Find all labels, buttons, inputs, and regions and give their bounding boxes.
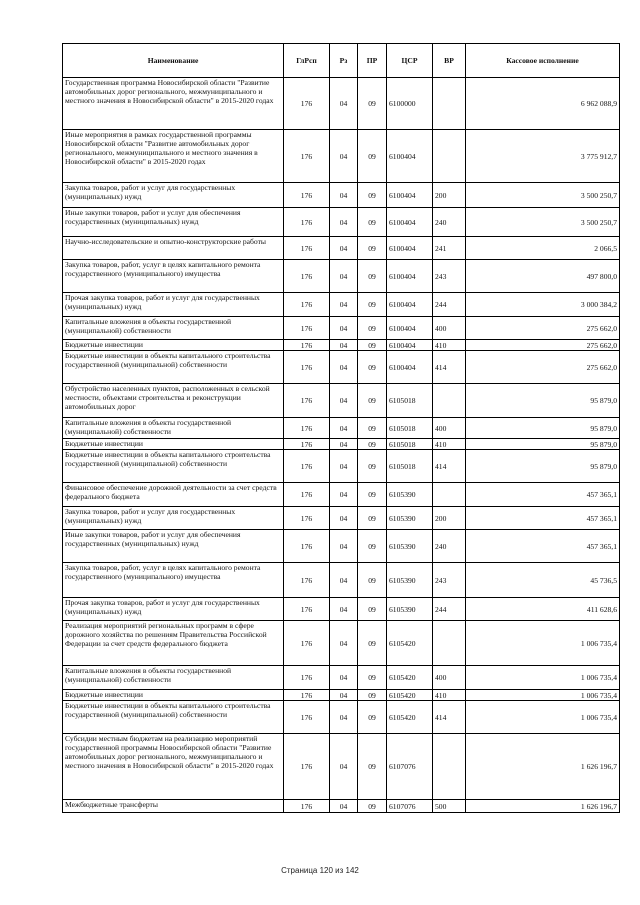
cell-pr: 09 (358, 701, 387, 734)
cell-pr: 09 (358, 237, 387, 260)
cell-name: Научно-исследовательские и опытно-конструкторские работы (63, 237, 284, 260)
cell-glrsp: 176 (284, 450, 330, 483)
cell-vr: 414 (433, 701, 466, 734)
cell-csr: 6105390 (387, 598, 433, 621)
cell-vr: 200 (433, 507, 466, 530)
cell-name: Обустройство населенных пунктов, расположенных в сельской местности, объектами строительства и реконструкции автомобильных дорог (63, 384, 284, 418)
header-name: Наименование (63, 44, 284, 78)
cell-amount: 3 775 912,7 (466, 130, 620, 183)
cell-name: Финансовое обеспечение дорожной деятельности за счет средств федерального бюджета (63, 483, 284, 507)
cell-rz: 04 (330, 208, 358, 237)
cell-glrsp: 176 (284, 293, 330, 317)
cell-csr: 6105420 (387, 621, 433, 666)
cell-amount: 3 500 250,7 (466, 183, 620, 208)
cell-csr: 6100404 (387, 260, 433, 293)
cell-name: Иные закупки товаров, работ и услуг для обеспечения государственных (муниципальных) нужд (63, 208, 284, 237)
cell-csr: 6100404 (387, 130, 433, 183)
cell-rz: 04 (330, 701, 358, 734)
table-row (63, 237, 620, 260)
table-row (63, 598, 620, 621)
cell-amount: 275 662,0 (466, 351, 620, 384)
cell-vr: 244 (433, 293, 466, 317)
cell-vr: 414 (433, 450, 466, 483)
table-row (63, 666, 620, 690)
header-amount: Кассовое исполнение (466, 44, 620, 78)
cell-pr: 09 (358, 507, 387, 530)
cell-glrsp: 176 (284, 418, 330, 439)
cell-vr: 243 (433, 563, 466, 598)
cell-pr: 09 (358, 418, 387, 439)
cell-pr: 09 (358, 450, 387, 483)
cell-amount: 2 066,5 (466, 237, 620, 260)
table-row (63, 418, 620, 439)
cell-glrsp: 176 (284, 530, 330, 563)
cell-csr: 6105018 (387, 450, 433, 483)
table-row (63, 439, 620, 450)
cell-amount: 1 626 196,7 (466, 734, 620, 800)
header-csr: ЦСР (387, 44, 433, 78)
cell-rz: 04 (330, 483, 358, 507)
cell-vr: 240 (433, 208, 466, 237)
cell-glrsp: 176 (284, 734, 330, 800)
cell-name: Прочая закупка товаров, работ и услуг для государственных (муниципальных) нужд (63, 293, 284, 317)
cell-vr: 410 (433, 690, 466, 701)
cell-pr: 09 (358, 483, 387, 507)
cell-glrsp: 176 (284, 598, 330, 621)
cell-pr: 09 (358, 800, 387, 813)
cell-csr: 6100000 (387, 78, 433, 130)
cell-glrsp: 176 (284, 701, 330, 734)
cell-csr: 6105390 (387, 507, 433, 530)
cell-name: Капитальные вложения в объекты государственной (муниципальной) собственности (63, 666, 284, 690)
cell-rz: 04 (330, 621, 358, 666)
cell-name: Иные мероприятия в рамках государственной программы Новосибирской области "Развитие автомобильных дорог регионального, межмуниципального и местного значения в Новосибирской области" в 2015-2020 годах (63, 130, 284, 183)
cell-pr: 09 (358, 439, 387, 450)
cell-amount: 95 879,0 (466, 418, 620, 439)
cell-pr: 09 (358, 384, 387, 418)
cell-name: Закупка товаров, работ, услуг в целях капитального ремонта государственного (муниципального) имущества (63, 260, 284, 293)
cell-rz: 04 (330, 384, 358, 418)
cell-rz: 04 (330, 340, 358, 351)
table-row (63, 701, 620, 734)
cell-glrsp: 176 (284, 208, 330, 237)
cell-name: Закупка товаров, работ и услуг для государственных (муниципальных) нужд (63, 507, 284, 530)
cell-vr: 240 (433, 530, 466, 563)
cell-amount: 457 365,1 (466, 507, 620, 530)
cell-amount: 411 628,6 (466, 598, 620, 621)
table-row (63, 208, 620, 237)
cell-amount: 3 000 384,2 (466, 293, 620, 317)
cell-vr: 200 (433, 183, 466, 208)
table-row (63, 78, 620, 130)
cell-rz: 04 (330, 507, 358, 530)
cell-glrsp: 176 (284, 317, 330, 340)
cell-amount: 1 006 735,4 (466, 621, 620, 666)
cell-glrsp: 176 (284, 563, 330, 598)
cell-csr: 6100404 (387, 317, 433, 340)
cell-csr: 6105018 (387, 418, 433, 439)
table-row (63, 183, 620, 208)
cell-name: Капитальные вложения в объекты государственной (муниципальной) собственности (63, 418, 284, 439)
table-row (63, 621, 620, 666)
cell-csr: 6100404 (387, 208, 433, 237)
cell-csr: 6105420 (387, 666, 433, 690)
cell-rz: 04 (330, 351, 358, 384)
cell-rz: 04 (330, 237, 358, 260)
cell-glrsp: 176 (284, 351, 330, 384)
cell-vr: 414 (433, 351, 466, 384)
cell-vr: 241 (433, 237, 466, 260)
table-row (63, 483, 620, 507)
cell-pr: 09 (358, 563, 387, 598)
table-body (63, 78, 620, 813)
table-row (63, 530, 620, 563)
cell-amount: 1 006 735,4 (466, 690, 620, 701)
cell-glrsp: 176 (284, 690, 330, 701)
cell-csr: 6105420 (387, 701, 433, 734)
table-row (63, 450, 620, 483)
cell-amount: 497 800,0 (466, 260, 620, 293)
cell-amount: 45 736,5 (466, 563, 620, 598)
cell-glrsp: 176 (284, 237, 330, 260)
cell-amount: 1 006 735,4 (466, 701, 620, 734)
cell-rz: 04 (330, 598, 358, 621)
header-vr: ВР (433, 44, 466, 78)
header-pr: ПР (358, 44, 387, 78)
table-row (63, 351, 620, 384)
cell-rz: 04 (330, 563, 358, 598)
cell-vr (433, 483, 466, 507)
cell-name: Бюджетные инвестиции (63, 340, 284, 351)
cell-glrsp: 176 (284, 260, 330, 293)
table-row (63, 384, 620, 418)
header-glrsp: ГлРсп (284, 44, 330, 78)
cell-rz: 04 (330, 293, 358, 317)
table-row (63, 563, 620, 598)
cell-pr: 09 (358, 260, 387, 293)
cell-glrsp: 176 (284, 78, 330, 130)
table-row (63, 690, 620, 701)
cell-amount: 95 879,0 (466, 439, 620, 450)
cell-pr: 09 (358, 530, 387, 563)
header-rz: Рз (330, 44, 358, 78)
cell-name: Реализация мероприятий региональных программ в сфере дорожного хозяйства по решениям Правительства Российской Федерации за счет средств федерального бюджета (63, 621, 284, 666)
cell-vr (433, 130, 466, 183)
cell-vr (433, 734, 466, 800)
cell-vr: 400 (433, 317, 466, 340)
cell-vr: 410 (433, 340, 466, 351)
cell-name: Межбюджетные трансферты (63, 800, 284, 813)
cell-pr: 09 (358, 130, 387, 183)
cell-pr: 09 (358, 293, 387, 317)
cell-glrsp: 176 (284, 340, 330, 351)
cell-rz: 04 (330, 530, 358, 563)
cell-vr (433, 621, 466, 666)
cell-name: Прочая закупка товаров, работ и услуг для государственных (муниципальных) нужд (63, 598, 284, 621)
cell-csr: 6107076 (387, 800, 433, 813)
cell-pr: 09 (358, 340, 387, 351)
cell-rz: 04 (330, 78, 358, 130)
cell-glrsp: 176 (284, 483, 330, 507)
table-row (63, 800, 620, 813)
cell-amount: 3 500 250,7 (466, 208, 620, 237)
cell-pr: 09 (358, 183, 387, 208)
cell-csr: 6100404 (387, 237, 433, 260)
cell-amount: 275 662,0 (466, 317, 620, 340)
cell-vr: 244 (433, 598, 466, 621)
cell-rz: 04 (330, 183, 358, 208)
cell-rz: 04 (330, 130, 358, 183)
cell-pr: 09 (358, 734, 387, 800)
cell-csr: 6105390 (387, 483, 433, 507)
budget-table (62, 43, 620, 813)
header-row (63, 44, 620, 78)
table-row (63, 340, 620, 351)
cell-pr: 09 (358, 78, 387, 130)
cell-rz: 04 (330, 800, 358, 813)
table-row (63, 130, 620, 183)
cell-name: Капитальные вложения в объекты государственной (муниципальной) собственности (63, 317, 284, 340)
cell-pr: 09 (358, 621, 387, 666)
cell-pr: 09 (358, 208, 387, 237)
cell-glrsp: 176 (284, 384, 330, 418)
cell-name: Бюджетные инвестиции в объекты капитального строительства государственной (муниципальной) собственности (63, 351, 284, 384)
cell-name: Закупка товаров, работ, услуг в целях капитального ремонта государственного (муниципального) имущества (63, 563, 284, 598)
table-row (63, 317, 620, 340)
cell-pr: 09 (358, 598, 387, 621)
cell-amount: 1 006 735,4 (466, 666, 620, 690)
table-row (63, 293, 620, 317)
cell-amount: 95 879,0 (466, 450, 620, 483)
cell-rz: 04 (330, 690, 358, 701)
cell-name: Бюджетные инвестиции в объекты капитального строительства государственной (муниципальной) собственности (63, 450, 284, 483)
cell-name: Закупка товаров, работ и услуг для государственных (муниципальных) нужд (63, 183, 284, 208)
cell-csr: 6100404 (387, 351, 433, 384)
cell-rz: 04 (330, 317, 358, 340)
cell-name: Бюджетные инвестиции (63, 690, 284, 701)
cell-name: Бюджетные инвестиции (63, 439, 284, 450)
cell-csr: 6107076 (387, 734, 433, 800)
cell-amount: 275 662,0 (466, 340, 620, 351)
cell-amount: 1 626 196,7 (466, 800, 620, 813)
cell-rz: 04 (330, 734, 358, 800)
cell-csr: 6105390 (387, 563, 433, 598)
cell-rz: 04 (330, 418, 358, 439)
cell-name: Субсидии местным бюджетам на реализацию мероприятий государственной программы Новосибирской области "Развитие автомобильных дорог регионального, межмуниципального и местного значения в Новосибирской области" в 2015-2020 годах (63, 734, 284, 800)
cell-pr: 09 (358, 666, 387, 690)
cell-glrsp: 176 (284, 621, 330, 666)
table-row (63, 507, 620, 530)
cell-glrsp: 176 (284, 130, 330, 183)
cell-rz: 04 (330, 439, 358, 450)
cell-vr: 410 (433, 439, 466, 450)
cell-pr: 09 (358, 317, 387, 340)
cell-vr (433, 78, 466, 130)
cell-glrsp: 176 (284, 439, 330, 450)
cell-vr: 400 (433, 418, 466, 439)
cell-name: Государственная программа Новосибирской области "Развитие автомобильных дорог регионального, межмуниципального и местного значения в Новосибирской области" в 2015-2020 годах (63, 78, 284, 130)
cell-csr: 6105420 (387, 690, 433, 701)
cell-csr: 6105018 (387, 384, 433, 418)
cell-glrsp: 176 (284, 800, 330, 813)
cell-pr: 09 (358, 351, 387, 384)
cell-glrsp: 176 (284, 183, 330, 208)
cell-csr: 6105390 (387, 530, 433, 563)
cell-vr: 243 (433, 260, 466, 293)
cell-vr (433, 384, 466, 418)
cell-rz: 04 (330, 260, 358, 293)
cell-amount: 6 962 088,9 (466, 78, 620, 130)
cell-csr: 6100404 (387, 340, 433, 351)
cell-glrsp: 176 (284, 666, 330, 690)
cell-name: Бюджетные инвестиции в объекты капитального строительства государственной (муниципальной) собственности (63, 701, 284, 734)
cell-csr: 6105018 (387, 439, 433, 450)
cell-vr: 400 (433, 666, 466, 690)
cell-name: Иные закупки товаров, работ и услуг для обеспечения государственных (муниципальных) нужд (63, 530, 284, 563)
cell-csr: 6100404 (387, 183, 433, 208)
cell-glrsp: 176 (284, 507, 330, 530)
cell-rz: 04 (330, 666, 358, 690)
cell-amount: 457 365,1 (466, 483, 620, 507)
cell-pr: 09 (358, 690, 387, 701)
page-number: Страница 120 из 142 (281, 866, 359, 875)
cell-rz: 04 (330, 450, 358, 483)
cell-amount: 95 879,0 (466, 384, 620, 418)
table-row (63, 734, 620, 800)
table-row (63, 260, 620, 293)
cell-vr: 500 (433, 800, 466, 813)
cell-amount: 457 365,1 (466, 530, 620, 563)
cell-csr: 6100404 (387, 293, 433, 317)
